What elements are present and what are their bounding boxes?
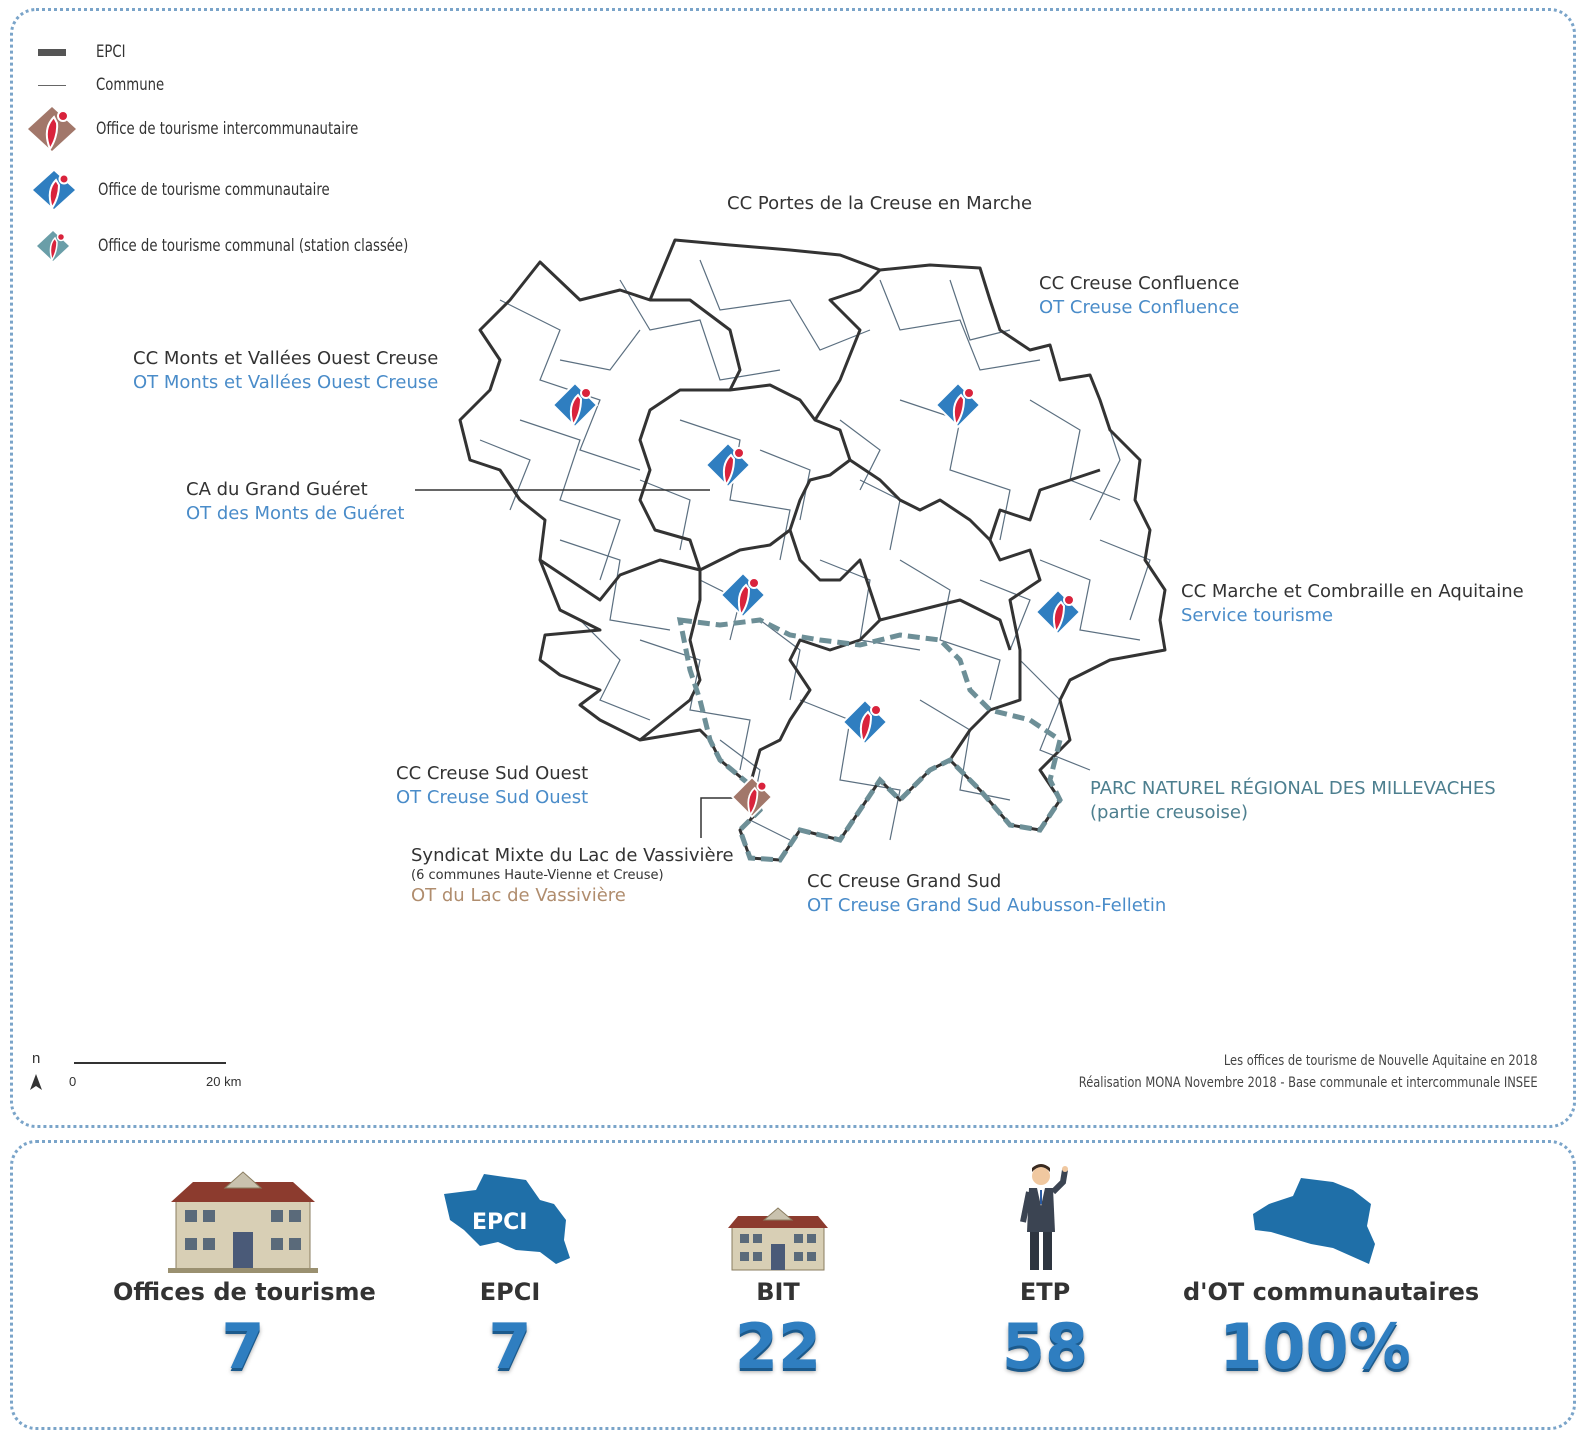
epci-name: CA du Grand Guéret: [186, 479, 368, 500]
person-icon: [915, 1160, 1175, 1275]
epci-name: CC Creuse Sud Ouest: [396, 763, 589, 784]
ot-name: OT Creuse Sud Ouest: [396, 787, 589, 808]
epci-name: CC Creuse Grand Sud: [807, 871, 1002, 892]
ot-marker-gueret-icon: [706, 443, 750, 487]
label-sudouest: [396, 762, 588, 810]
north-arrow-icon: [28, 1072, 44, 1092]
legend-label: Office de tourisme intercommunautaire: [96, 119, 359, 139]
ot-marker-vassiviere-icon: [732, 777, 772, 817]
legend-label: EPCI: [96, 42, 126, 62]
small-building-icon: [648, 1160, 908, 1275]
ot-marker-grandsud-icon: [843, 700, 887, 744]
ot-marker-monts-icon: [553, 383, 597, 427]
stat-value: 7: [221, 1310, 265, 1383]
parc-name: PARC NATUREL RÉGIONAL DES MILLEVACHES: [1090, 778, 1496, 799]
stat-value: 100%: [1219, 1310, 1411, 1383]
scale-bar: [28, 1050, 268, 1100]
department-shape-icon: [1183, 1160, 1447, 1275]
ot-marker-sudouest-icon: [721, 573, 765, 617]
credits-source: Réalisation MONA Novembre 2018 - Base communale et intercommunale INSEE: [1079, 1075, 1538, 1091]
ot-marker-marche-icon: [1036, 590, 1080, 634]
ot-name: Service tourisme: [1181, 605, 1334, 626]
syndicat-note: (6 communes Haute-Vienne et Creuse): [411, 868, 664, 883]
ot-name: OT Creuse Confluence: [1039, 297, 1240, 318]
legend-label: Commune: [96, 75, 165, 95]
stat-label: BIT: [756, 1278, 800, 1306]
ot-marker-confluence-icon: [936, 383, 980, 427]
epci-name: CC Monts et Vallées Ouest Creuse: [133, 348, 439, 369]
parc-note: (partie creusoise): [1090, 802, 1248, 823]
credits-title: Les offices de tourisme de Nouvelle Aquitaine en 2018: [1224, 1053, 1538, 1069]
scale-line: [74, 1062, 226, 1064]
legend-label: Office de tourisme communautaire: [98, 180, 330, 200]
scale-start: 0: [69, 1074, 77, 1089]
label-confluence: [1039, 272, 1239, 320]
stat-label: Offices de tourisme: [113, 1278, 376, 1306]
building-icon: [113, 1160, 373, 1275]
north-label: n: [32, 1050, 41, 1067]
credits: [1079, 1050, 1538, 1094]
label-marche: [1181, 580, 1524, 628]
label-gueret: [186, 478, 404, 526]
stat-value: 58: [1001, 1310, 1089, 1383]
syndicat-name: Syndicat Mixte du Lac de Vassivière: [411, 845, 734, 866]
label-vassiviere: [411, 844, 734, 908]
label-monts: [133, 347, 439, 395]
ot-name: OT du Lac de Vassivière: [411, 885, 626, 906]
stat-value: 7: [488, 1310, 532, 1383]
epci-name: CC Portes de la Creuse en Marche: [727, 193, 1033, 214]
ot-name: OT Monts et Vallées Ouest Creuse: [133, 372, 439, 393]
ot-name: OT Creuse Grand Sud Aubusson-Felletin: [807, 895, 1167, 916]
label-parc: [1090, 777, 1496, 825]
legend-label: Office de tourisme communal (station classée): [98, 236, 409, 256]
epci-name: CC Creuse Confluence: [1039, 273, 1240, 294]
epci-badge: EPCI: [472, 1210, 528, 1235]
vassiviere-leader-line: [701, 798, 740, 838]
stat-label: EPCI: [479, 1278, 541, 1306]
stat-value: 22: [734, 1310, 822, 1383]
stat-label: d'OT communautaires: [1183, 1278, 1480, 1306]
epci-name: CC Marche et Combraille en Aquitaine: [1181, 581, 1524, 602]
ot-name: OT des Monts de Guéret: [186, 503, 405, 524]
label-grandsud: [807, 870, 1166, 918]
label-portes: [727, 192, 1032, 216]
stat-label: ETP: [1019, 1278, 1071, 1306]
scale-end: 20 km: [206, 1074, 242, 1089]
